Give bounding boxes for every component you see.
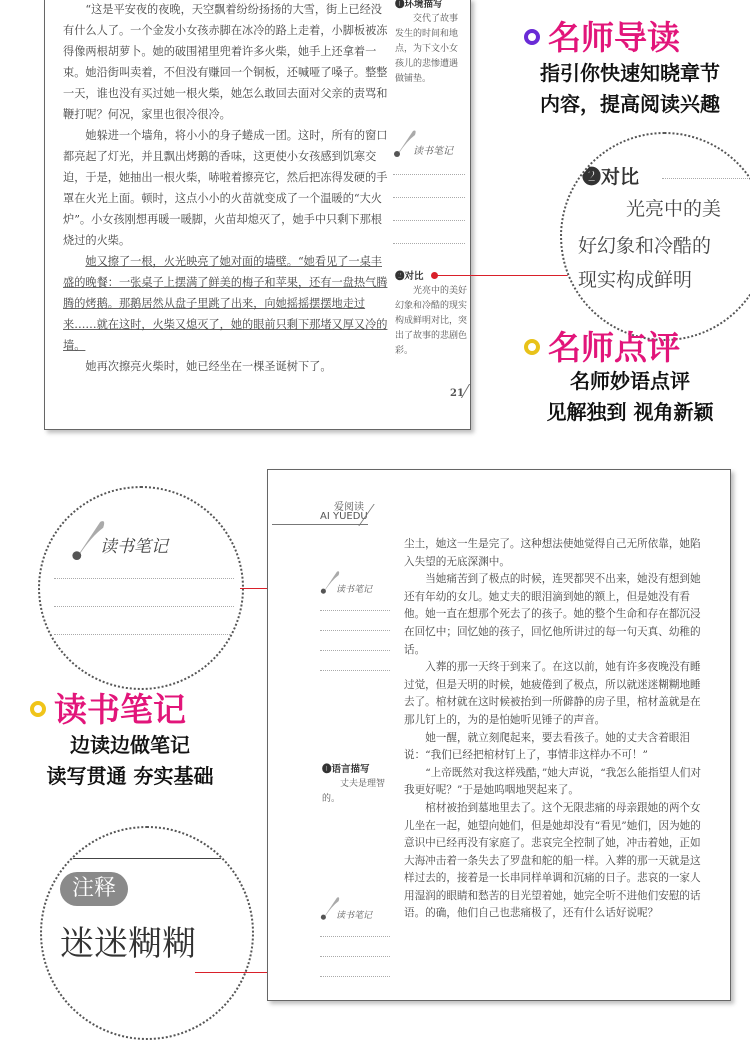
note-line [393, 174, 465, 175]
side-note-comparison [395, 269, 467, 359]
zoom-note-line [54, 634, 234, 635]
note-line [320, 650, 390, 651]
paragraph-underlined: 她又擦了一根，火光映亮了她对面的墙壁。“她看见了一桌丰盛的晚餐：一张桌子上摆满了鲜美的梅子和苹果，还有一盘热气腾腾的烤鹅。那鹅居然从盘子里跳了出来，向她摇摇摆摆地走过来……就在这时，火柴又熄灭了，她的眼前只剩下那堵又厚又冷的墙。 [63, 255, 388, 352]
reading-notes-label: 读书笔记 [336, 585, 373, 595]
guide-callout-desc [512, 58, 748, 120]
zoom-heading-text: 对比 [601, 166, 640, 188]
comment-line: 名师妙语点评 [570, 369, 690, 393]
header-rule [272, 524, 368, 525]
annotation-text: 迷迷糊糊 [60, 924, 196, 964]
zoom-annotation-circle [40, 826, 254, 1040]
reading-notes-label: 读书笔记 [413, 146, 453, 157]
comment-callout-title [524, 322, 680, 369]
guide-line: 指引你快速知晓章节 [540, 61, 720, 85]
comment-title-text: 名师点评 [548, 328, 680, 367]
note-number: ❶ [322, 764, 332, 775]
note-line [393, 197, 465, 198]
page-number: 21 [450, 388, 464, 399]
note-line [320, 936, 390, 937]
notes-callout-desc [10, 730, 250, 792]
paragraph: 当她痛苦到了极点的时候，连哭都哭不出来，她没有想到她还有年幼的女儿。她丈夫的眼泪滴到她的额上，但是她没有看他。她一直在想那个死去了的孩子。她的整个生命和存在都沉浸在回忆中；回忆她的孩子，回忆他所讲过的每一句天真、幼稚的话。 [404, 573, 701, 656]
reading-notes-label: 读书笔记 [336, 911, 373, 921]
guide-line: 内容，提高阅读兴趣 [540, 92, 720, 116]
side-note-environment [395, 0, 465, 87]
guide-callout-title [524, 12, 680, 59]
top-page-body [63, 0, 389, 377]
zoom-rule [52, 858, 242, 859]
note-text: 光亮中的美好幻象和冷酷的现实构成鲜明对比，突出了故事的悲剧色彩。 [395, 286, 468, 356]
zoom-line: 现实构成鲜明 [578, 269, 693, 291]
zoom-dotline [662, 178, 750, 179]
note-heading: 语言描写 [331, 764, 370, 775]
paragraph: 尘土，她这一生是完了。这种想法使她觉得自己无所依靠，她陷入失望的无底深渊中。 [404, 538, 701, 568]
note-number: ❶ [395, 0, 405, 10]
paragraph: “这是平安夜的夜晚，天空飘着纷纷扬扬的大雪，街上已经没有什么人了。一个金发小女孩赤脚在冰冷的路上走着，小脚板被冻得像两根胡萝卜。她的破围裙里兜着许多火柴，她手上还拿着一束。她沿街叫卖着，不但没有赚回一个铜板，还喊哑了嗓子。整整一天，谁也没有买过她一根火柴，她怎么敢回去面对父亲的责骂和鞭打呢？何况，家里也很冷很冷。 [63, 3, 388, 121]
note-number: ❷ [395, 271, 405, 282]
zoom-note-line [54, 578, 234, 579]
paragraph: 她躲进一个墙角，将小小的身子蜷成一团。这时，所有的窗口都亮起了灯光，并且飘出烤鹅的香味，这更使小女孩感到饥寒交迫，于是，她抽出一根火柴，哧啦着擦亮它，然后把冻得发硬的手罩在火光上面。顿时，这点小小的火苗就变成了一个温暖的“大火炉”。小女孩刚想再暖一暖脚，火苗却熄灭了，她手中只剩下那根烧过的火柴。 [63, 129, 388, 247]
note-line [320, 610, 390, 611]
paragraph: 她一醒，就立刻爬起来，要去看孩子。她的丈夫含着眼泪说：“我们已经把棺材钉上了，事情非这样办不可！” [404, 731, 691, 762]
zoom-heading [582, 162, 639, 189]
note-heading: 环境描写 [404, 0, 443, 10]
top-book-page [44, 0, 471, 430]
note-text: 丈夫是理智的。 [322, 779, 386, 804]
pointer-line [435, 275, 583, 276]
side-note-language [322, 762, 396, 807]
note-line [320, 670, 390, 671]
bottom-page-body [404, 536, 710, 923]
note-line [393, 220, 465, 221]
zoom-line: 光亮中的美 [626, 198, 722, 220]
brand-en: AI YUEDU [320, 511, 368, 522]
brand-cn: 爱阅读 [334, 502, 364, 513]
paragraph: 她再次擦亮火柴时，她已经坐在一棵圣诞树下了。 [85, 360, 332, 373]
ring-icon [524, 29, 540, 45]
zoom-notes-circle [38, 486, 244, 690]
note-line [320, 956, 390, 957]
ring-icon [524, 339, 540, 355]
zoom-line: 好幻象和冷酷的 [578, 235, 712, 257]
zoom-note-line [54, 606, 234, 607]
notes-callout-title [30, 684, 186, 731]
zoom-number: ❷ [582, 166, 602, 188]
note-heading: 对比 [404, 271, 424, 282]
paragraph: 棺材被抬到墓地里去了。这个无限悲痛的母亲跟她的两个女儿坐在一起，她望向她们，但是她却没有“看见”她们，因为她的意识中已经再没有家庭了。悲哀完全控制了她，冲击着她，正如大海冲击着一条失去了罗盘和舵的船一样。入葬的那一天就是这样过去的，接着是一长串同样单调和沉痛的日子。悲哀的一家人用湿润的眼睛和愁苦的目光望着她，她完全听不进他们安慰的话语。的确，他们自己也悲痛极了，还有什么话好说呢？ [404, 801, 701, 920]
note-line [320, 976, 390, 977]
notes-title-text: 读书笔记 [54, 690, 186, 729]
note-line [320, 630, 390, 631]
comment-line: 见解独到 视角新颖 [546, 400, 714, 424]
bottom-book-page [267, 469, 731, 1001]
note-text: 交代了故事发生的时间和地点，为下文小女孩儿的悲惨遭遇做铺垫。 [395, 14, 459, 84]
notes-line: 读写贯通 夯实基础 [46, 764, 214, 788]
zoom-notes-label: 读书笔记 [100, 537, 168, 557]
note-line [393, 243, 465, 244]
guide-title-text: 名师导读 [548, 18, 680, 57]
notes-line: 边读边做笔记 [70, 733, 190, 757]
annotation-badge: 注释 [60, 872, 128, 906]
comment-callout-desc [512, 366, 748, 428]
paragraph: 入葬的那一天终于到来了。在这以前，她有许多夜晚没有睡过觉，但是天明的时候，她疲倦到了极点，所以就迷迷糊糊地睡去了。棺材就在这时候被抬到一所僻静的房子里，棺材盖就是在那儿钉上的，为的是怕她听见锤子的声音。 [404, 661, 701, 726]
zoom-comparison-circle [560, 132, 750, 341]
ring-icon [30, 701, 46, 717]
paragraph: “上帝既然对我这样残酷，”她大声说，“我怎么能指望人们对我更好呢？”于是她呜咽地哭起来了。 [404, 766, 701, 797]
